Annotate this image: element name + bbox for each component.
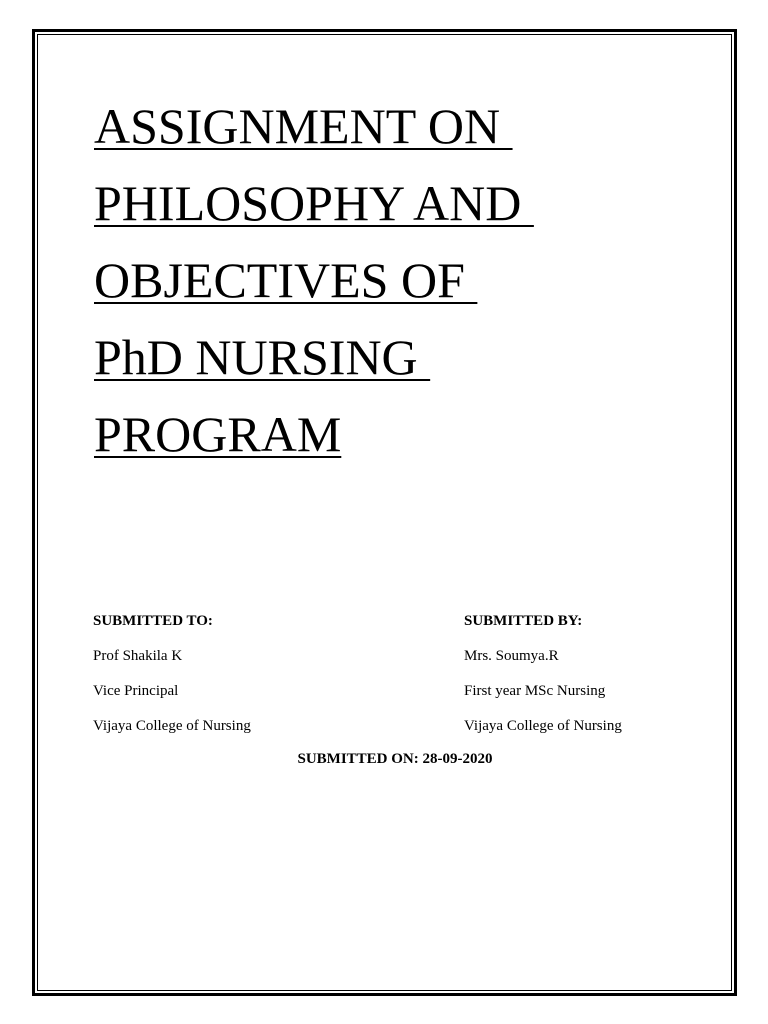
submitted-by-name: Mrs. Soumya.R bbox=[464, 648, 559, 664]
title-line bbox=[94, 165, 694, 242]
submitted-to-designation: Vice Principal bbox=[93, 683, 179, 699]
title-line-text: PROGRAM bbox=[94, 406, 342, 462]
submitted-to-name: Prof Shakila K bbox=[93, 648, 183, 664]
title-line bbox=[94, 88, 694, 165]
title-line-text: OBJECTIVES OF bbox=[94, 252, 478, 308]
assignment-title bbox=[94, 88, 694, 473]
submitted-by-designation: First year MSc Nursing bbox=[464, 683, 606, 699]
submitted-by-heading: SUBMITTED BY: bbox=[464, 613, 583, 629]
title-line bbox=[94, 396, 694, 473]
title-line-text: PHILOSOPHY AND bbox=[94, 175, 534, 231]
title-line bbox=[94, 242, 694, 319]
title-line-text: PhD NURSING bbox=[94, 329, 431, 385]
submitted-by-institution: Vijaya College of Nursing bbox=[464, 718, 622, 734]
title-line bbox=[94, 319, 694, 396]
submitted-to-institution: Vijaya College of Nursing bbox=[93, 718, 251, 734]
submitted-to-heading: SUBMITTED TO: bbox=[93, 613, 213, 629]
title-line-text: ASSIGNMENT ON bbox=[94, 98, 513, 154]
submitted-by-block bbox=[464, 612, 704, 752]
submitted-on-date: SUBMITTED ON: 28-09-2020 bbox=[297, 751, 493, 767]
submitted-to-block bbox=[93, 612, 353, 752]
